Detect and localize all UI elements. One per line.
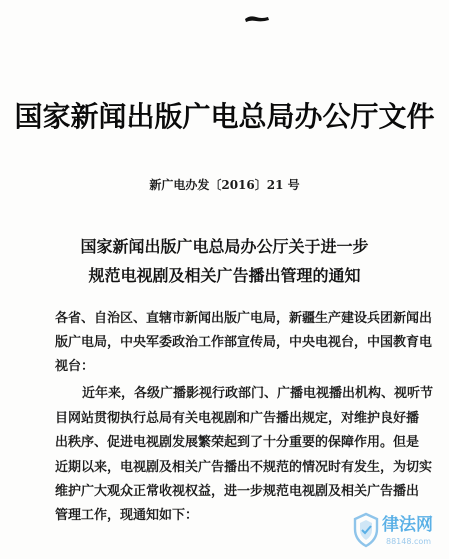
watermark-brand: 律法网 <box>382 515 433 535</box>
document-number: 新广电办发〔2016〕21 号 <box>149 178 300 192</box>
body-line-7: 近期以来，电视剧及相关广告播出不规范的情况时有发生，为切实 <box>55 460 433 475</box>
body-line-5: 目网站贯彻执行总局有关电视剧和广告播出规定，对维护良好播 <box>55 411 420 426</box>
body-line-9: 管理工作，现通知如下： <box>55 508 199 523</box>
document-header: 国家新闻出版广电总局办公厅文件 <box>14 100 435 133</box>
body-line-3: 视台： <box>55 359 95 374</box>
shield-icon <box>352 512 380 548</box>
ink-smudge-mark <box>244 14 270 23</box>
body-line-4: 近年来，各级广播影视行政部门、广播电视播出机构、视听节 <box>82 386 434 401</box>
body-line-2: 版广电局，中央军委政治工作部宣传局，中央电视台，中国教育电 <box>55 335 433 350</box>
body-line-1: 各省、自治区、直辖市新闻出版广电局，新疆生产建设兵团新闻出 <box>55 311 433 326</box>
notice-title-line-2: 规范电视剧及相关广告播出管理的通知 <box>88 266 361 285</box>
site-watermark <box>352 512 446 556</box>
body-line-8: 维护广大观众正常收视权益，进一步规范电视剧及相关广告播出 <box>55 484 420 499</box>
body-line-6: 出秩序、促进电视剧发展繁荣起到了十分重要的保障作用。但是 <box>55 435 420 450</box>
watermark-url: 88148.com <box>386 537 432 546</box>
notice-title-line-1: 国家新闻出版广电总局办公厅关于进一步 <box>80 237 369 256</box>
